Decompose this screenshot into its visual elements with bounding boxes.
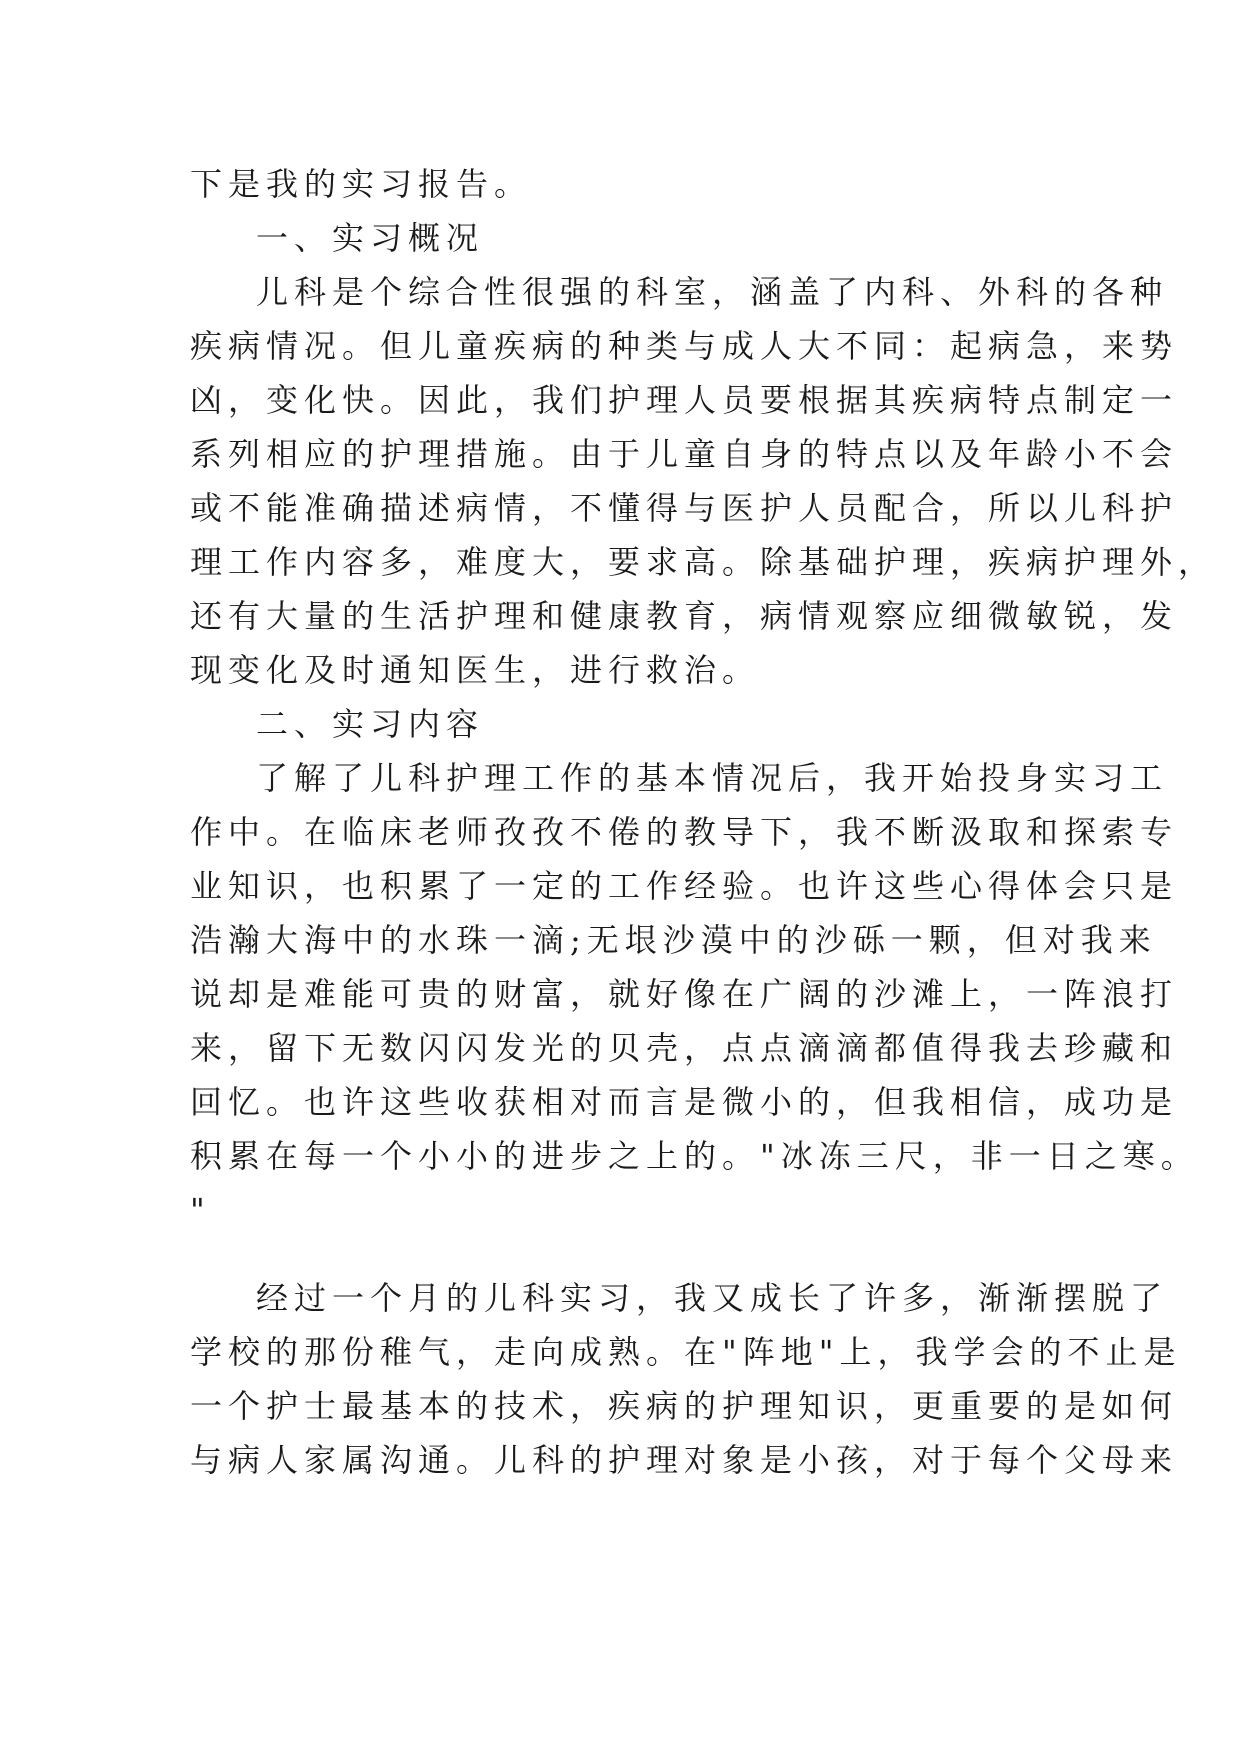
text-line: 浩瀚大海中的水珠一滴;无垠沙漠中的沙砾一颗，但对我来	[190, 921, 1157, 959]
text-line: 一个护士最基本的技术，疾病的护理知识，更重要的是如何	[190, 1387, 1179, 1425]
text-line: "	[190, 1191, 211, 1229]
text-line: 业知识，也积累了一定的工作经验。也许这些心得体会只是	[190, 867, 1179, 905]
text-line: 回忆。也许这些收获相对而言是微小的，但我相信，成功是	[190, 1083, 1179, 1121]
text-line: 疾病情况。但儿童疾病的种类与成人大不同：起病急，来势	[190, 327, 1179, 365]
text-line: 现变化及时通知医生，进行救治。	[190, 651, 761, 689]
document-body	[190, 157, 1217, 1487]
text-line: 学校的那份稚气，走向成熟。在"阵地"上，我学会的不止是	[190, 1333, 1182, 1371]
text-line: 凶，变化快。因此，我们护理人员要根据其疾病特点制定一	[190, 381, 1179, 419]
text-line: 与病人家属沟通。儿科的护理对象是小孩，对于每个父母来	[190, 1441, 1179, 1479]
section-heading-overview: 一、实习概况	[256, 219, 485, 257]
text-line: 作中。在临床老师孜孜不倦的教导下，我不断汲取和探索专	[190, 813, 1179, 851]
text-line: 经过一个月的儿科实习，我又成长了许多，渐渐摆脱了	[256, 1279, 1169, 1317]
text-line: 说却是难能可贵的财富，就好像在广阔的沙滩上，一阵浪打	[190, 975, 1179, 1013]
text-line: 来，留下无数闪闪发光的贝壳，点点滴滴都值得我去珍藏和	[190, 1029, 1179, 1067]
text-line: 理工作内容多，难度大，要求高。除基础护理，疾病护理外，	[190, 543, 1217, 581]
paragraph-gap	[190, 1237, 1050, 1271]
section-heading-content: 二、实习内容	[256, 705, 485, 743]
text-line: 下是我的实习报告。	[190, 165, 533, 203]
text-line: 系列相应的护理措施。由于儿童自身的特点以及年龄小不会	[190, 435, 1179, 473]
text-line: 或不能准确描述病情，不懂得与医护人员配合，所以儿科护	[190, 489, 1179, 527]
text-line: 积累在每一个小小的进步之上的。"冰冻三尺，非一日之寒。	[190, 1137, 1199, 1175]
text-line: 还有大量的生活护理和健康教育，病情观察应细微敏锐，发	[190, 597, 1179, 635]
text-line: 儿科是个综合性很强的科室，涵盖了内科、外科的各种	[256, 273, 1169, 311]
text-line: 了解了儿科护理工作的基本情况后，我开始投身实习工	[256, 759, 1169, 797]
